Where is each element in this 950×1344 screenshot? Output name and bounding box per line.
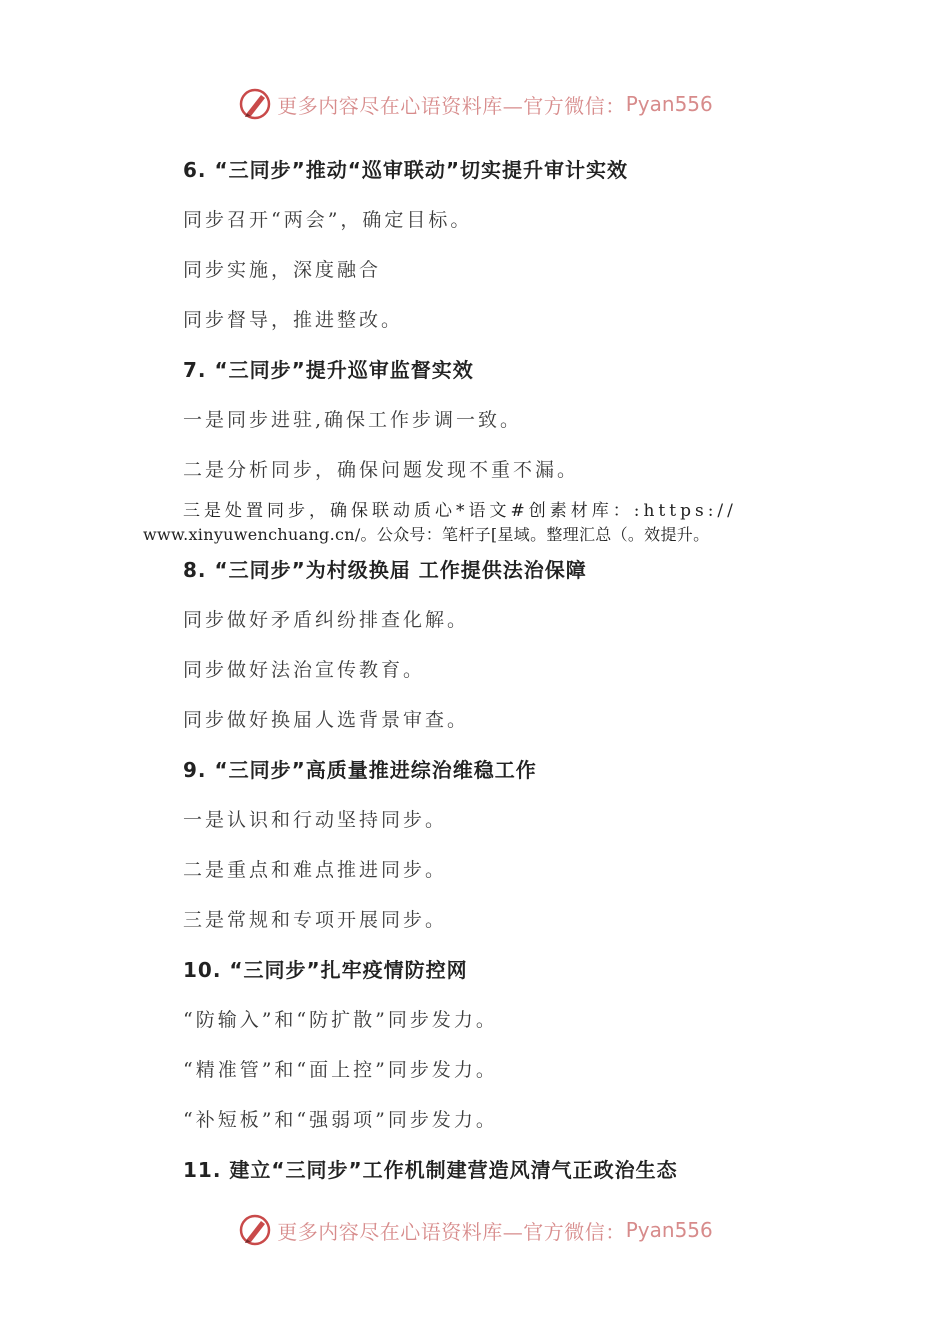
section-heading: 7. “三同步”提升巡审监督实效 <box>183 358 474 382</box>
footer-banner <box>0 1210 950 1250</box>
list-item: 同步召开“两会”，确定目标。 <box>183 209 473 231</box>
pen-logo-icon <box>237 1212 273 1248</box>
list-item: 三是常规和专项开展同步。 <box>183 909 448 931</box>
list-item: 同步做好换届人选背景审查。 <box>183 709 470 731</box>
list-item: “防输入”和“防扩散”同步发力。 <box>183 1009 498 1031</box>
watermark-item <box>143 500 823 550</box>
list-item: 二是分析同步，确保问题发现不重不漏。 <box>183 459 580 481</box>
list-item: 一是同步进驻,确保工作步调一致。 <box>183 409 523 431</box>
section-heading: 6. “三同步”推动“巡审联动”切实提升审计实效 <box>183 158 629 182</box>
section-heading: 8. “三同步”为村级换届 工作提供法治保障 <box>183 558 587 582</box>
banner-text: 更多内容尽在心语资料库—官方微信： <box>277 1219 626 1244</box>
section-heading: 9. “三同步”高质量推进综治维稳工作 <box>183 758 537 782</box>
list-item: 同步做好法治宣传教育。 <box>183 659 426 681</box>
list-item: 同步督导，推进整改。 <box>183 309 404 331</box>
list-item: 同步做好矛盾纠纷排查化解。 <box>183 609 470 631</box>
list-item: 同步实施，深度融合 <box>183 259 382 281</box>
section-heading: 11. 建立“三同步”工作机制建营造风清气正政治生态 <box>183 1158 678 1182</box>
document-body <box>143 150 823 1200</box>
list-item: “补短板”和“强弱项”同步发力。 <box>183 1109 498 1131</box>
banner-wechat-id: Pyan556 <box>625 1218 713 1242</box>
list-item: 一是认识和行动坚持同步。 <box>183 809 448 831</box>
watermark-line-2: www.xinyuwenchuang.cn/。公众号：笔杆子[星域。整理汇总（。效提升。 <box>143 525 710 544</box>
list-item: “精准管”和“面上控”同步发力。 <box>183 1059 498 1081</box>
watermark-line-1: 三是处置同步，确保联动质心*语文#创素材库：:https:// <box>183 501 737 521</box>
pen-logo-icon <box>237 86 273 122</box>
header-banner <box>0 84 950 124</box>
banner-text: 更多内容尽在心语资料库—官方微信： <box>277 93 626 118</box>
section-heading: 10. “三同步”扎牢疫情防控网 <box>183 958 468 982</box>
list-item: 二是重点和难点推进同步。 <box>183 859 448 881</box>
banner-wechat-id: Pyan556 <box>625 92 713 116</box>
